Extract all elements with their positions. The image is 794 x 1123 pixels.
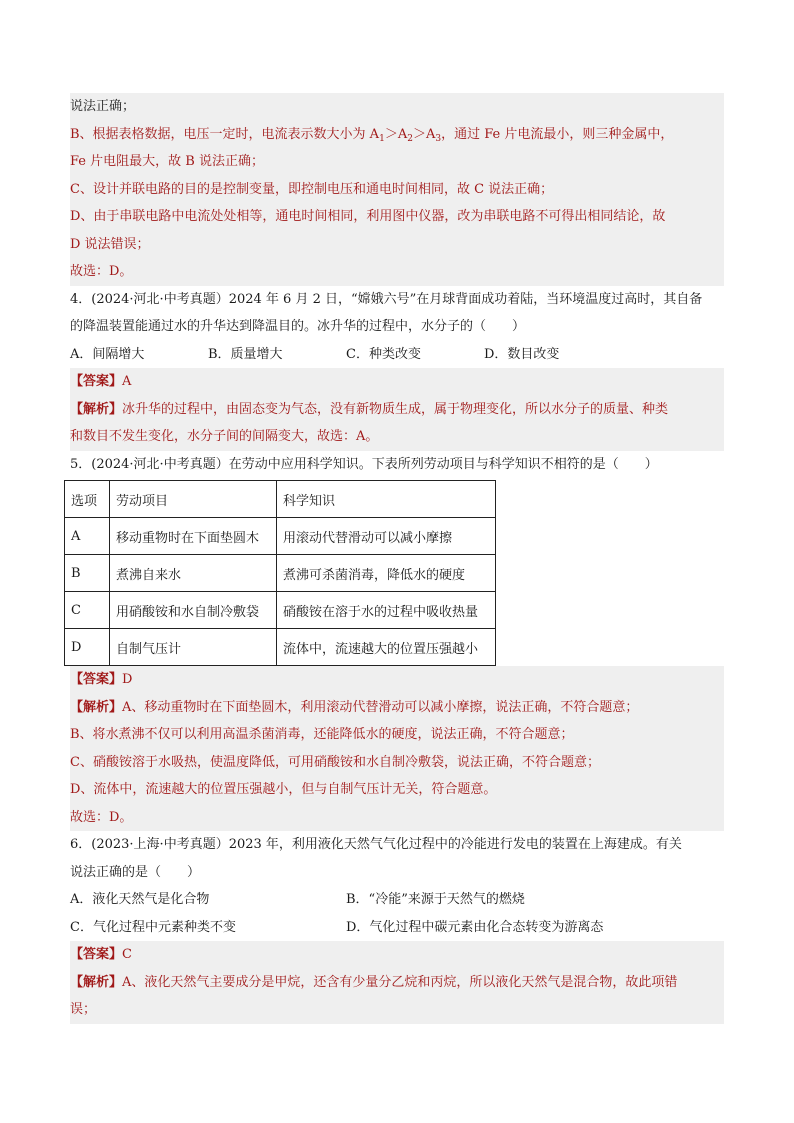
table-header-row <box>65 481 496 518</box>
question-6 <box>70 831 724 1024</box>
table-cell: 用硝酸铵和水自制冷敷袋 <box>110 592 277 629</box>
q5-solution-block <box>70 666 724 831</box>
q6-stem-line1: 6．(2023·上海·中考真题）2023 年，利用液化天然气气化过程中的冷能进行发电的装置在上海建成。有关 <box>70 837 682 852</box>
q5-analysis-d: D、流体中，流速越大的位置压强越小，但与自制气压计无关，符合题意。 <box>70 782 497 797</box>
q6-options-row2 <box>70 914 724 942</box>
prev-solution-choice: 故选：D。 <box>70 264 133 279</box>
q6-option-a: A．液化天然气是化合物 <box>70 892 210 907</box>
table-cell: 煮沸可杀菌消毒，降低水的硬度 <box>277 555 496 592</box>
q6-option-b: B．“冷能”来源于天然气的燃烧 <box>346 892 525 907</box>
q4-answer: 【答案】A <box>70 374 132 389</box>
table-row <box>65 518 496 555</box>
table-header-cell: 科学知识 <box>277 481 496 518</box>
q4-option-b: B．质量增大 <box>208 346 283 362</box>
table-cell: 流体中，流速越大的位置压强越小 <box>277 629 496 666</box>
q4-solution-block <box>70 368 724 451</box>
q6-solution-block <box>70 941 724 1024</box>
table-cell: 硝酸铵在溶于水的过程中吸收热量 <box>277 592 496 629</box>
table-header-cell: 劳动项目 <box>110 481 277 518</box>
table-cell: B <box>65 555 110 592</box>
q6-option-d: D．气化过程中碳元素由化合态转变为游离态 <box>346 919 604 935</box>
prev-solution-tail: 说法正确； <box>70 99 136 114</box>
table-cell: D <box>65 629 110 666</box>
table-cell: 自制气压计 <box>110 629 277 666</box>
q4-option-c: C．种类改变 <box>346 346 421 362</box>
table-cell: A <box>65 518 110 555</box>
q6-answer: 【答案】C <box>70 947 132 962</box>
document-body <box>70 93 724 1024</box>
q4-option-d: D．数目改变 <box>484 346 560 362</box>
q6-stem-line2: 说法正确的是（ ） <box>70 864 201 880</box>
q5-choice: 故选：D。 <box>70 809 133 825</box>
table-row <box>65 555 496 592</box>
q4-analysis-line2: 和数目不发生变化，水分子间的间隔变大，故选：A。 <box>70 429 379 444</box>
q4-analysis-line1: 【解析】冰升华的过程中，由固态变为气态，没有新物质生成，属于物理变化，所以水分子的质量、种类 <box>70 401 669 417</box>
prev-solution-d-cont: D 说法错误； <box>70 236 150 252</box>
table-row <box>65 592 496 629</box>
prev-solution-b-cont: Fe 片电阻最大，故 B 说法正确； <box>70 154 264 169</box>
prev-solution-d: D、由于串联电路中电流处处相等，通电时间相同，利用图中仪器，改为串联电路不可得出相同结论，故 <box>70 209 666 224</box>
q5-answer: 【答案】D <box>70 672 133 687</box>
q5-analysis-c: C、硝酸铵溶于水吸热，使温度降低，可用硝酸铵和水自制冷敷袋，说法正确，不符合题意； <box>70 754 600 770</box>
table-row <box>65 629 496 666</box>
prev-solution-c: C、设计并联电路的目的是控制变量，即控制电压和通电时间相同，故 C 说法正确； <box>70 181 554 197</box>
q6-option-c: C．气化过程中元素种类不变 <box>70 919 236 935</box>
q6-options-row1 <box>70 886 724 914</box>
q5-table <box>64 480 496 666</box>
question-5 <box>70 451 724 832</box>
q4-option-a: A．间隔增大 <box>70 346 145 362</box>
q4-options <box>70 341 724 369</box>
prev-solution-block <box>70 93 724 286</box>
table-cell: 煮沸自来水 <box>110 555 277 592</box>
q5-analysis-b: B、将水煮沸不仅可以利用高温杀菌消毒，还能降低水的硬度，说法正确，不符合题意； <box>70 727 574 742</box>
q6-analysis-line2: 误； <box>70 1002 97 1017</box>
table-cell: 用滚动代替滑动可以减小摩擦 <box>277 518 496 555</box>
q4-stem-line1: 4．(2024·河北·中考真题）2024 年 6 月 2 日，“嫦娥六号”在月球背面成功着陆，当环境温度过高时，其自备 <box>70 291 703 307</box>
q4-stem-line2: 的降温装置能通过水的升华达到降温目的。冰升华的过程中，水分子的（ ） <box>70 319 526 334</box>
prev-solution-b: B、根据表格数据，电压一定时，电流表示数大小为 $A_1>A_2>A_3$，通过 Fe 片电流最小，则三种金属中， <box>70 126 674 144</box>
q5-analysis-a: 【解析】A、移动重物时在下面垫圆木，利用滚动代替滑动可以减小摩擦，说法正确，不符合题意； <box>70 699 639 715</box>
q6-analysis-line1: 【解析】A、液化天然气主要成分是甲烷，还含有少量分乙烷和丙烷，所以液化天然气是混合物，故此项错 <box>70 974 678 990</box>
table-cell: 移动重物时在下面垫圆木 <box>110 518 277 555</box>
table-cell: C <box>65 592 110 629</box>
table-header-cell: 选项 <box>65 481 110 518</box>
q5-stem: 5．(2024·河北·中考真题）在劳动中应用科学知识。下表所列劳动项目与科学知识不相符的是（ ） <box>70 456 658 472</box>
question-4 <box>70 286 724 451</box>
